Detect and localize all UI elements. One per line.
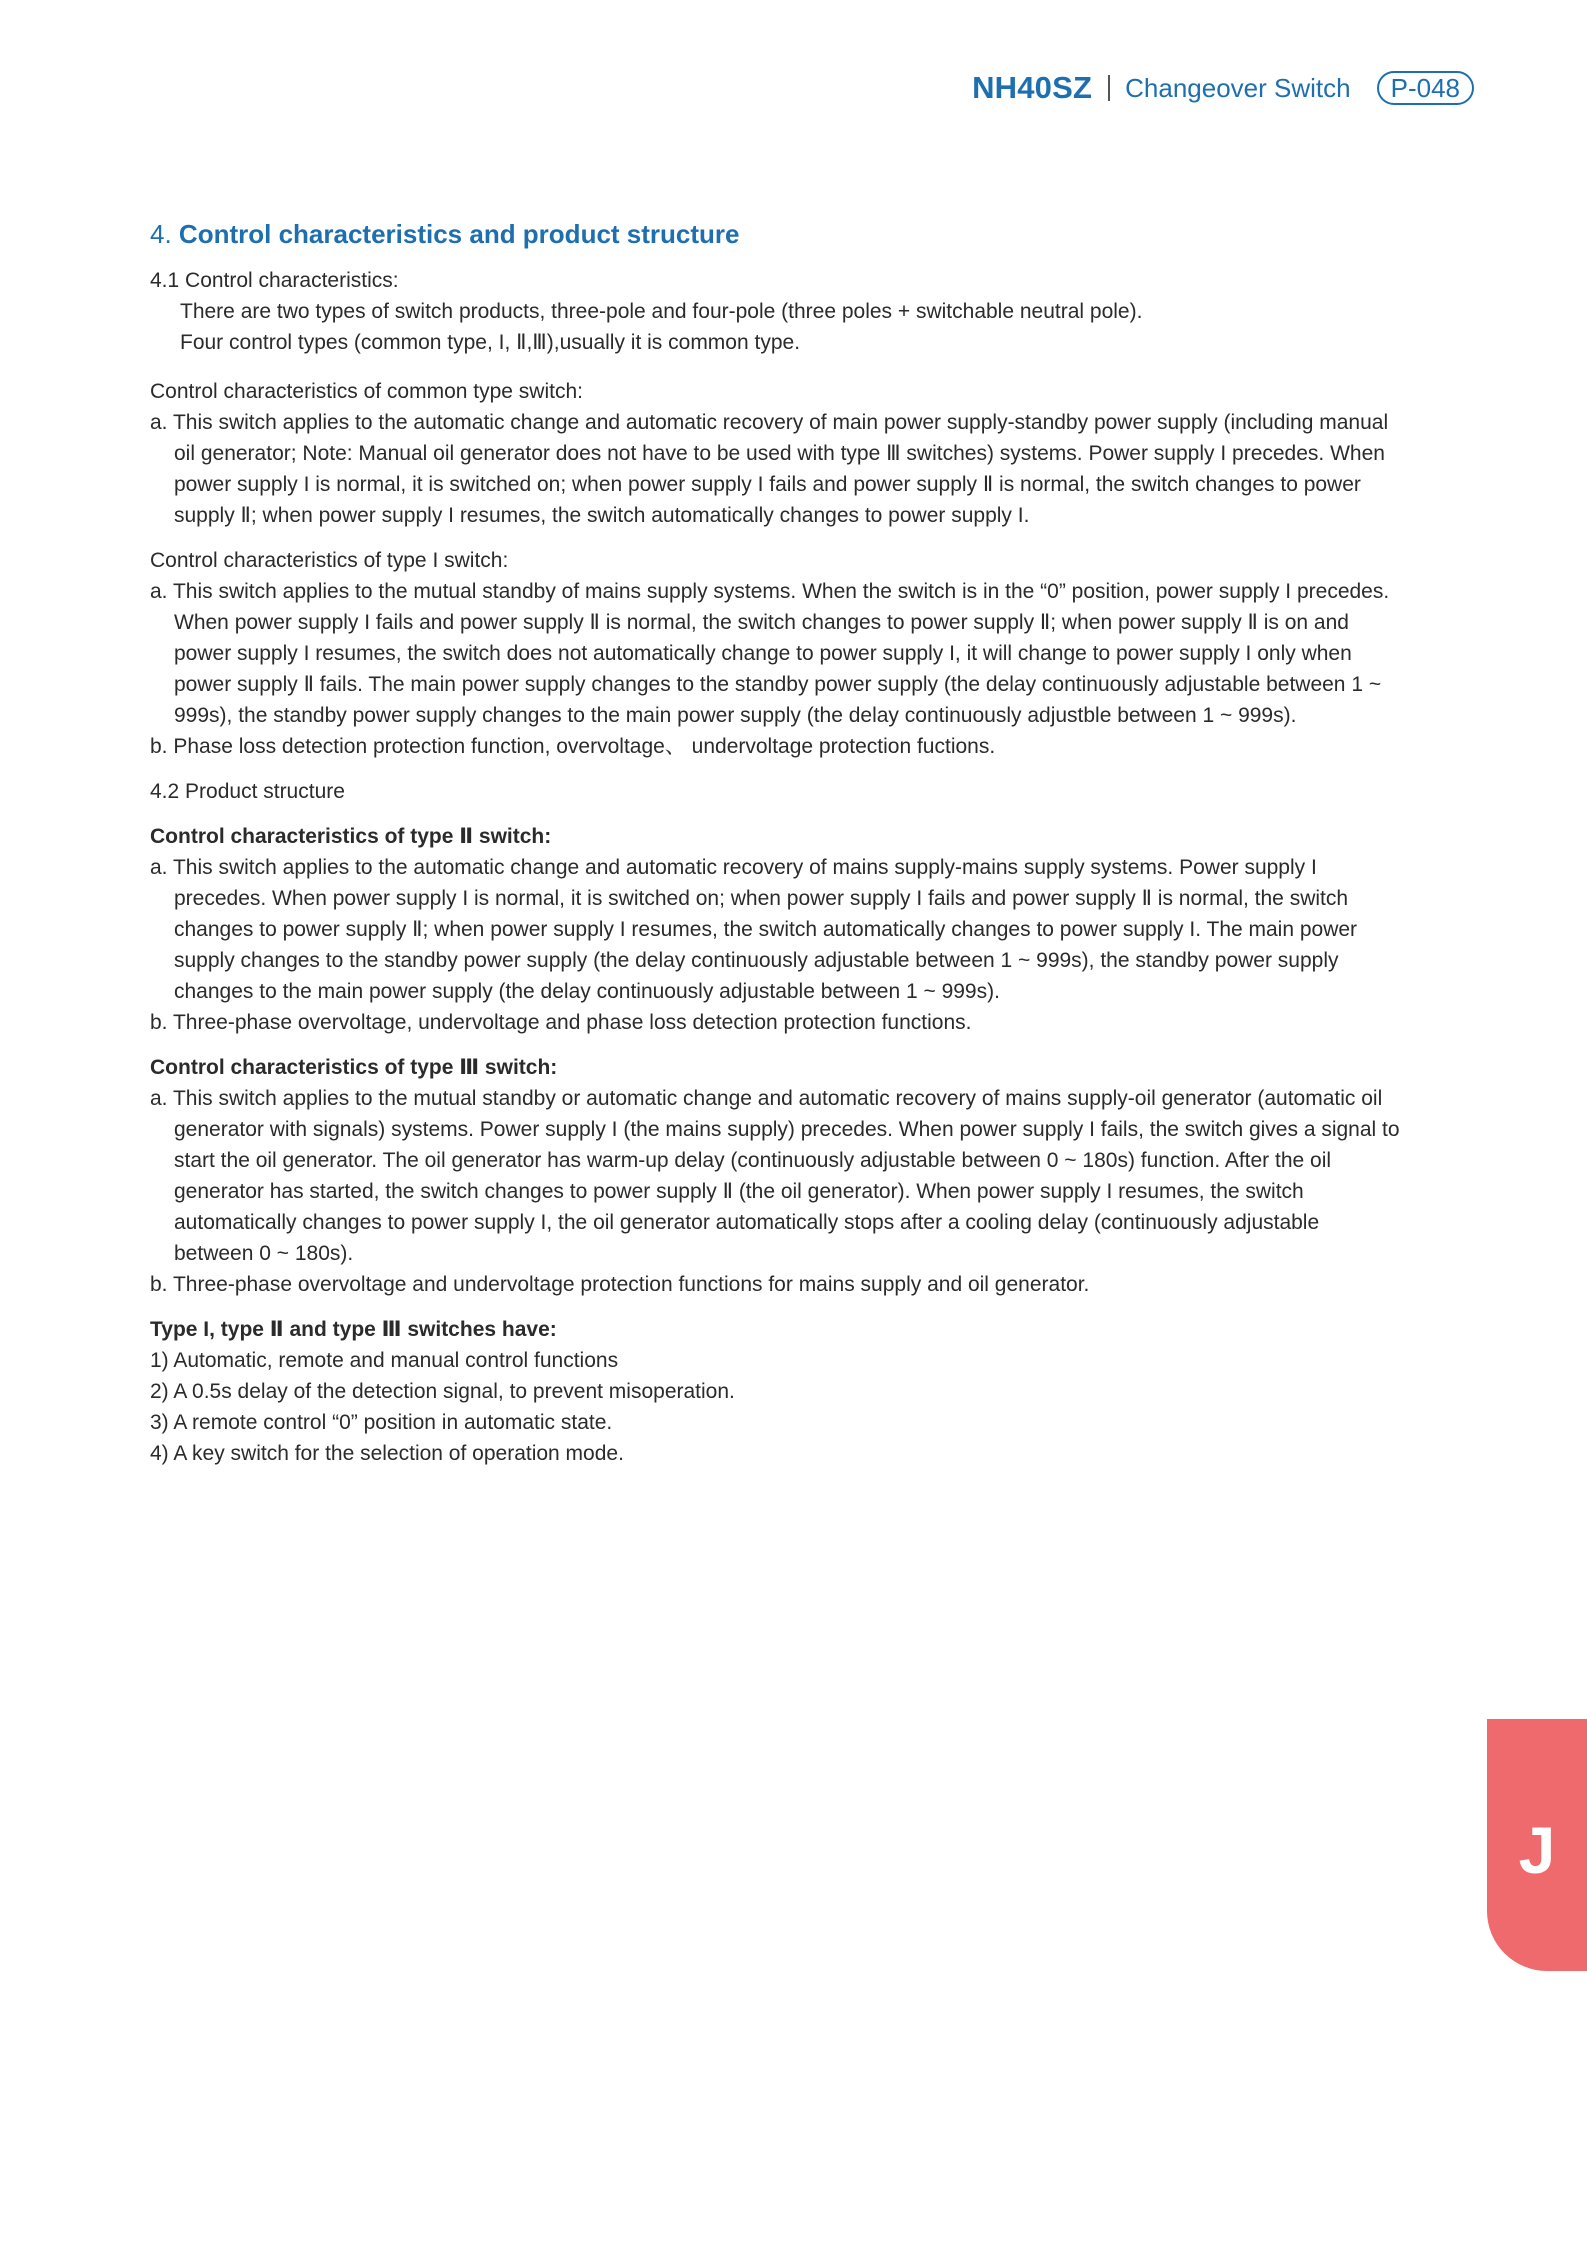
type-1-item-a: a. This switch applies to the mutual standby of mains supply systems. When the switch is in the “0” position, power supply I precedes. When power supply I fails and power supply Ⅱ is normal, the switch changes to power supply Ⅱ; when power supply Ⅱ is on and power supply I resumes, the switch does not automatically change to power supply I, it will change to power supply I only when power supply Ⅱ fails. The main power supply changes to the standby power supply (the delay continuously adjustable between 1 ~ 999s), the standby power supply changes to the main power supply (the delay continuously adjustble between 1 ~ 999s). (150, 580, 1390, 727)
feature-item: 4) A key switch for the selection of operation mode. (150, 1442, 624, 1465)
page-header (972, 70, 1474, 106)
section-number: 4. (150, 219, 172, 249)
type-2-item-a: a. This switch applies to the automatic change and automatic recovery of mains supply-mains supply systems. Power supply I precedes. When power supply I is normal, it is switched on; when power supply I fails and power supply Ⅱ is normal, the switch changes to power supply Ⅱ; when power supply I resumes, the switch automatically changes to power supply I. The main power supply changes to the standby power supply (the delay continuously adjustable between 1 ~ 999s), the standby power supply changes to the main power supply (the delay continuously adjustable between 1 ~ 999s). (150, 856, 1358, 1003)
common-features-heading: Type I, type Ⅱ and type Ⅲ switches have: (150, 1318, 557, 1341)
model-name: NH40SZ (972, 70, 1093, 105)
type-1-heading: Control characteristics of type I switch: (150, 549, 509, 572)
type-2-heading: Control characteristics of type Ⅱ switch: (150, 825, 552, 848)
type-3-item-a: a. This switch applies to the mutual standby or automatic change and automatic recovery of mains supply-oil generator (automatic oil generator with signals) systems. Power supply I (the mains supply) precedes. When power supply I fails, the switch gives a signal to start the oil generator. The oil generator has warm-up delay (continuously adjustable between 0 ~ 180s) function. After the oil generator has started, the switch changes to power supply Ⅱ (the oil generator). When power supply I resumes, the switch automatically changes to power supply I, the oil generator automatically stops after a cooling delay (continuously adjustable between 0 ~ 180s). (150, 1087, 1400, 1265)
subsection-4-1-heading: 4.1 Control characteristics: (150, 269, 399, 292)
page-number-badge: P-048 (1377, 71, 1474, 105)
control-types-text: Four control types (common type, I, Ⅱ,Ⅲ),usually it is common type. (180, 331, 801, 354)
subsection-4-2-heading: 4.2 Product structure (150, 780, 345, 803)
common-type-heading: Control characteristics of common type switch: (150, 380, 583, 403)
switch-types-text: There are two types of switch products, three-pole and four-pole (three poles + switchable neutral pole). (180, 300, 1143, 323)
header-divider (1108, 75, 1110, 101)
common-type-item-a: a. This switch applies to the automatic change and automatic recovery of main power supply-standby power supply (including manual oil generator; Note: Manual oil generator does not have to be used with type Ⅲ switches) systems. Power supply I precedes. When power supply I is normal, it is switched on; when power supply I fails and power supply Ⅱ is normal, the switch changes to power supply Ⅱ; when power supply I resumes, the switch automatically changes to power supply I. (150, 411, 1389, 527)
document-body (150, 217, 1400, 1469)
chapter-tab-letter: J (1518, 1813, 1556, 1887)
type-2-item-b: b. Three-phase overvoltage, undervoltage and phase loss detection protection functions. (150, 1011, 972, 1034)
product-title: Changeover Switch (1125, 72, 1351, 103)
feature-item: 2) A 0.5s delay of the detection signal, to prevent misoperation. (150, 1380, 735, 1403)
chapter-tab (1487, 1719, 1587, 1971)
feature-item: 1) Automatic, remote and manual control functions (150, 1349, 619, 1372)
type-3-item-b: b. Three-phase overvoltage and undervoltage protection functions for mains supply and oil generator. (150, 1273, 1090, 1296)
feature-item: 3) A remote control “0” position in automatic state. (150, 1411, 613, 1434)
section-title: Control characteristics and product structure (178, 219, 740, 249)
type-1-item-b: b. Phase loss detection protection function, overvoltage、 undervoltage protection fuctions. (150, 735, 996, 758)
type-3-heading: Control characteristics of type Ⅲ switch: (150, 1056, 558, 1079)
section-heading (150, 217, 1400, 251)
